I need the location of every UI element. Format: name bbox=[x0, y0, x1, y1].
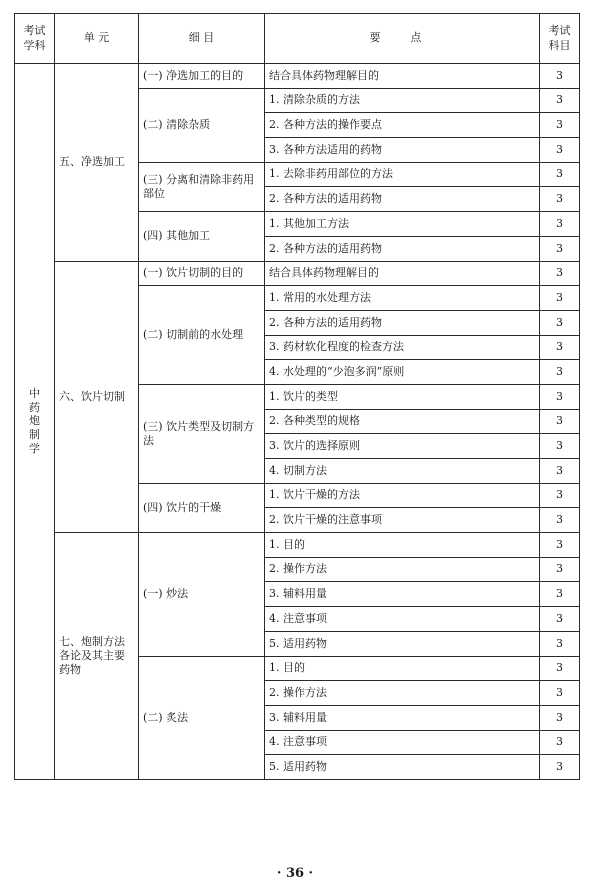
level-cell: 3 bbox=[540, 261, 580, 286]
detail-cell: (三) 饮片类型及切制方法 bbox=[139, 384, 265, 483]
level-cell: 3 bbox=[540, 88, 580, 113]
level-cell: 3 bbox=[540, 730, 580, 755]
level-cell: 3 bbox=[540, 360, 580, 385]
table-row bbox=[15, 64, 580, 89]
point-cell: 2. 各种方法的适用药物 bbox=[265, 236, 540, 261]
point-cell: 2. 操作方法 bbox=[265, 557, 540, 582]
point-cell: 2. 各种类型的规格 bbox=[265, 409, 540, 434]
point-cell: 2. 各种方法的适用药物 bbox=[265, 187, 540, 212]
point-cell: 4. 水处理的“少泡多润”原则 bbox=[265, 360, 540, 385]
header-detail: 细 目 bbox=[139, 14, 265, 64]
header-level: 考试科目 bbox=[540, 14, 580, 64]
detail-cell: (二) 切制前的水处理 bbox=[139, 286, 265, 385]
point-cell: 4. 注意事项 bbox=[265, 730, 540, 755]
point-cell: 结合具体药物理解目的 bbox=[265, 64, 540, 89]
level-cell: 3 bbox=[540, 212, 580, 237]
detail-cell: (三) 分离和清除非药用部位 bbox=[139, 162, 265, 211]
point-cell: 1. 目的 bbox=[265, 656, 540, 681]
header-unit: 单 元 bbox=[55, 14, 139, 64]
level-cell: 3 bbox=[540, 113, 580, 138]
unit-cell: 六、饮片切制 bbox=[55, 261, 139, 533]
point-cell: 3. 饮片的选择原则 bbox=[265, 434, 540, 459]
point-cell: 3. 辅料用量 bbox=[265, 582, 540, 607]
level-cell: 3 bbox=[540, 434, 580, 459]
level-cell: 3 bbox=[540, 557, 580, 582]
point-cell: 5. 适用药物 bbox=[265, 631, 540, 656]
point-cell: 结合具体药物理解目的 bbox=[265, 261, 540, 286]
level-cell: 3 bbox=[540, 508, 580, 533]
point-cell: 1. 其他加工方法 bbox=[265, 212, 540, 237]
point-cell: 3. 药材软化程度的检查方法 bbox=[265, 335, 540, 360]
point-cell: 1. 目的 bbox=[265, 533, 540, 558]
level-cell: 3 bbox=[540, 681, 580, 706]
subject-label: 中药炮制学 bbox=[29, 386, 40, 455]
point-cell: 1. 饮片干燥的方法 bbox=[265, 483, 540, 508]
level-cell: 3 bbox=[540, 631, 580, 656]
level-cell: 3 bbox=[540, 384, 580, 409]
header-row bbox=[15, 14, 580, 64]
point-cell: 3. 各种方法适用的药物 bbox=[265, 138, 540, 163]
point-cell: 2. 各种方法的适用药物 bbox=[265, 310, 540, 335]
point-cell: 2. 各种方法的操作要点 bbox=[265, 113, 540, 138]
point-cell: 1. 清除杂质的方法 bbox=[265, 88, 540, 113]
header-points: 要 点 bbox=[265, 14, 540, 64]
point-cell: 5. 适用药物 bbox=[265, 755, 540, 780]
level-cell: 3 bbox=[540, 705, 580, 730]
header-subject: 考试学科 bbox=[15, 14, 55, 64]
level-cell: 3 bbox=[540, 755, 580, 780]
subject-cell bbox=[15, 64, 55, 780]
level-cell: 3 bbox=[540, 286, 580, 311]
level-cell: 3 bbox=[540, 409, 580, 434]
level-cell: 3 bbox=[540, 64, 580, 89]
point-cell: 4. 注意事项 bbox=[265, 607, 540, 632]
detail-cell: (一) 炒法 bbox=[139, 533, 265, 656]
table-row bbox=[15, 261, 580, 286]
point-cell: 3. 辅料用量 bbox=[265, 705, 540, 730]
level-cell: 3 bbox=[540, 459, 580, 484]
level-cell: 3 bbox=[540, 162, 580, 187]
level-cell: 3 bbox=[540, 533, 580, 558]
level-cell: 3 bbox=[540, 607, 580, 632]
detail-cell: (四) 饮片的干燥 bbox=[139, 483, 265, 532]
point-cell: 1. 饮片的类型 bbox=[265, 384, 540, 409]
level-cell: 3 bbox=[540, 236, 580, 261]
level-cell: 3 bbox=[540, 656, 580, 681]
syllabus-table bbox=[14, 13, 580, 780]
point-cell: 4. 切制方法 bbox=[265, 459, 540, 484]
point-cell: 2. 操作方法 bbox=[265, 681, 540, 706]
detail-cell: (一) 饮片切制的目的 bbox=[139, 261, 265, 286]
level-cell: 3 bbox=[540, 582, 580, 607]
point-cell: 1. 常用的水处理方法 bbox=[265, 286, 540, 311]
level-cell: 3 bbox=[540, 138, 580, 163]
table-row bbox=[15, 533, 580, 558]
point-cell: 2. 饮片干燥的注意事项 bbox=[265, 508, 540, 533]
level-cell: 3 bbox=[540, 187, 580, 212]
point-cell: 1. 去除非药用部位的方法 bbox=[265, 162, 540, 187]
detail-cell: (一) 净选加工的目的 bbox=[139, 64, 265, 89]
detail-cell: (四) 其他加工 bbox=[139, 212, 265, 261]
page-number: · 36 · bbox=[276, 866, 314, 881]
level-cell: 3 bbox=[540, 310, 580, 335]
unit-cell: 五、净选加工 bbox=[55, 64, 139, 262]
level-cell: 3 bbox=[540, 483, 580, 508]
unit-cell: 七、炮制方法各论及其主要药物 bbox=[55, 533, 139, 780]
level-cell: 3 bbox=[540, 335, 580, 360]
detail-cell: (二) 炙法 bbox=[139, 656, 265, 779]
detail-cell: (二) 清除杂质 bbox=[139, 88, 265, 162]
